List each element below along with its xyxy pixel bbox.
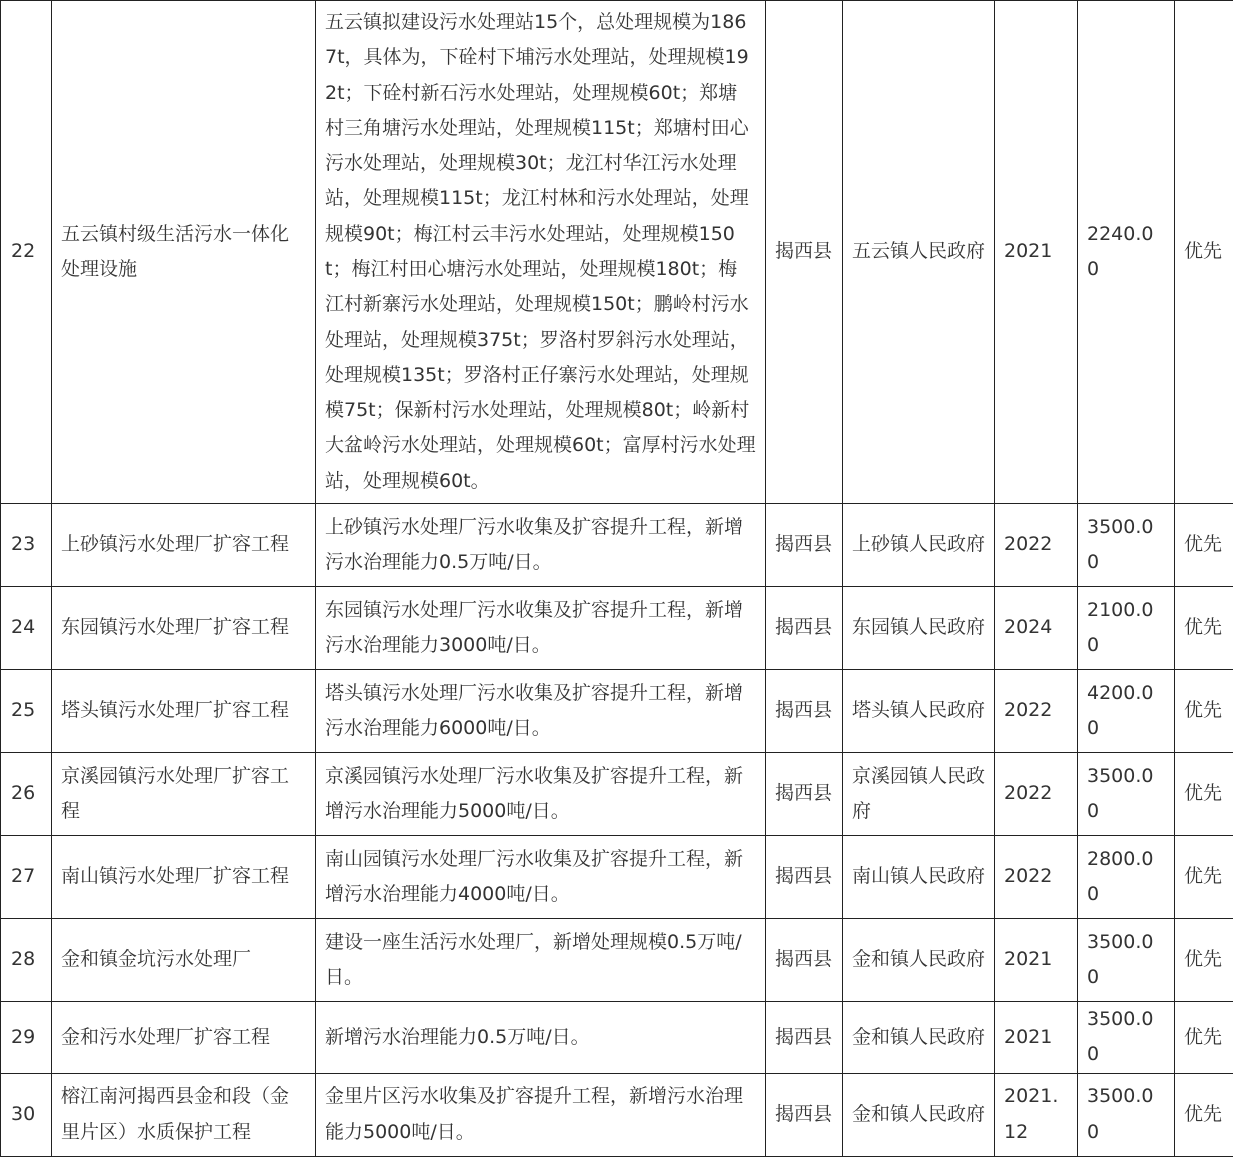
table-row: [1, 504, 1233, 587]
investment-amount: 3500.00: [1078, 1002, 1175, 1074]
investment-amount: 3500.00: [1078, 504, 1175, 587]
project-name: 五云镇村级生活污水一体化处理设施: [52, 1, 316, 504]
row-number: 29: [1, 1002, 52, 1074]
project-content: 东园镇污水处理厂污水收集及扩容提升工程，新增污水治理能力3000吨/日。: [316, 587, 766, 670]
project-content: 五云镇拟建设污水处理站15个，总处理规模为1867t，具体为，下硂村下埔污水处理站，处理规模192t；下硂村新石污水处理站，处理规模60t；郑塘村三角塘污水处理站，处理规模115t；郑塘村田心污水处理站，处理规模30t；龙江村华江污水处理站，处理规模115t；龙江村林和污水处理站，处理规模90t；梅江村云丰污水处理站，处理规模150t；梅江村田心塘污水处理站，处理规模180t；梅江村新寨污水处理站，处理规模150t；鹏岭村污水处理站，处理规模375t；罗洛村罗斜污水处理站，处理规模135t；罗洛村正仔寨污水处理站，处理规模75t；保新村污水处理站，处理规模80t；岭新村大盆岭污水处理站，处理规模60t；富厚村污水处理站，处理规模60t。: [316, 1, 766, 504]
priority: 优先: [1175, 1002, 1233, 1074]
county: 揭西县: [766, 670, 843, 753]
project-content: 上砂镇污水处理厂污水收集及扩容提升工程，新增污水治理能力0.5万吨/日。: [316, 504, 766, 587]
priority: 优先: [1175, 836, 1233, 919]
project-name: 南山镇污水处理厂扩容工程: [52, 836, 316, 919]
row-number: 26: [1, 753, 52, 836]
priority: 优先: [1175, 504, 1233, 587]
table-row: [1, 753, 1233, 836]
year: 2022: [995, 836, 1078, 919]
project-content: 南山园镇污水处理厂污水收集及扩容提升工程，新增污水治理能力4000吨/日。: [316, 836, 766, 919]
responsible-unit: 金和镇人民政府: [843, 1073, 995, 1156]
priority: 优先: [1175, 1073, 1233, 1156]
row-number: 23: [1, 504, 52, 587]
row-number: 28: [1, 919, 52, 1002]
table-row: [1, 1073, 1233, 1156]
responsible-unit: 上砂镇人民政府: [843, 504, 995, 587]
responsible-unit: 塔头镇人民政府: [843, 670, 995, 753]
project-name: 上砂镇污水处理厂扩容工程: [52, 504, 316, 587]
county: 揭西县: [766, 1073, 843, 1156]
project-content: 塔头镇污水处理厂污水收集及扩容提升工程，新增污水治理能力6000吨/日。: [316, 670, 766, 753]
investment-amount: 3500.00: [1078, 1073, 1175, 1156]
row-number: 30: [1, 1073, 52, 1156]
priority: 优先: [1175, 753, 1233, 836]
project-name: 塔头镇污水处理厂扩容工程: [52, 670, 316, 753]
project-content: 京溪园镇污水处理厂污水收集及扩容提升工程，新增污水治理能力5000吨/日。: [316, 753, 766, 836]
table-row: [1, 670, 1233, 753]
year: 2024: [995, 587, 1078, 670]
year: 2022: [995, 670, 1078, 753]
table-row: [1, 1002, 1233, 1074]
responsible-unit: 东园镇人民政府: [843, 587, 995, 670]
county: 揭西县: [766, 587, 843, 670]
table-row: [1, 919, 1233, 1002]
year: 2021: [995, 1, 1078, 504]
county: 揭西县: [766, 753, 843, 836]
table-row: [1, 587, 1233, 670]
county: 揭西县: [766, 836, 843, 919]
project-name: 榕江南河揭西县金和段（金里片区）水质保护工程: [52, 1073, 316, 1156]
project-name: 金和镇金坑污水处理厂: [52, 919, 316, 1002]
responsible-unit: 金和镇人民政府: [843, 919, 995, 1002]
row-number: 27: [1, 836, 52, 919]
table-row: [1, 1, 1233, 504]
project-name: 金和污水处理厂扩容工程: [52, 1002, 316, 1074]
responsible-unit: 南山镇人民政府: [843, 836, 995, 919]
row-number: 24: [1, 587, 52, 670]
county: 揭西县: [766, 919, 843, 1002]
project-content: 建设一座生活污水处理厂，新增处理规模0.5万吨/日。: [316, 919, 766, 1002]
year: 2021: [995, 1002, 1078, 1074]
responsible-unit: 金和镇人民政府: [843, 1002, 995, 1074]
investment-amount: 4200.00: [1078, 670, 1175, 753]
year: 2021.12: [995, 1073, 1078, 1156]
investment-amount: 3500.00: [1078, 753, 1175, 836]
year: 2022: [995, 753, 1078, 836]
responsible-unit: 京溪园镇人民政府: [843, 753, 995, 836]
year: 2021: [995, 919, 1078, 1002]
table-row: [1, 836, 1233, 919]
responsible-unit: 五云镇人民政府: [843, 1, 995, 504]
county: 揭西县: [766, 1002, 843, 1074]
priority: 优先: [1175, 587, 1233, 670]
year: 2022: [995, 504, 1078, 587]
county: 揭西县: [766, 504, 843, 587]
investment-amount: 3500.00: [1078, 919, 1175, 1002]
priority: 优先: [1175, 670, 1233, 753]
project-content: 新增污水治理能力0.5万吨/日。: [316, 1002, 766, 1074]
priority: 优先: [1175, 1, 1233, 504]
investment-amount: 2800.00: [1078, 836, 1175, 919]
row-number: 25: [1, 670, 52, 753]
priority: 优先: [1175, 919, 1233, 1002]
project-name: 东园镇污水处理厂扩容工程: [52, 587, 316, 670]
row-number: 22: [1, 1, 52, 504]
project-content: 金里片区污水收集及扩容提升工程，新增污水治理能力5000吨/日。: [316, 1073, 766, 1156]
table-body: [1, 1, 1233, 1157]
investment-amount: 2100.00: [1078, 587, 1175, 670]
project-name: 京溪园镇污水处理厂扩容工程: [52, 753, 316, 836]
county: 揭西县: [766, 1, 843, 504]
investment-amount: 2240.00: [1078, 1, 1175, 504]
